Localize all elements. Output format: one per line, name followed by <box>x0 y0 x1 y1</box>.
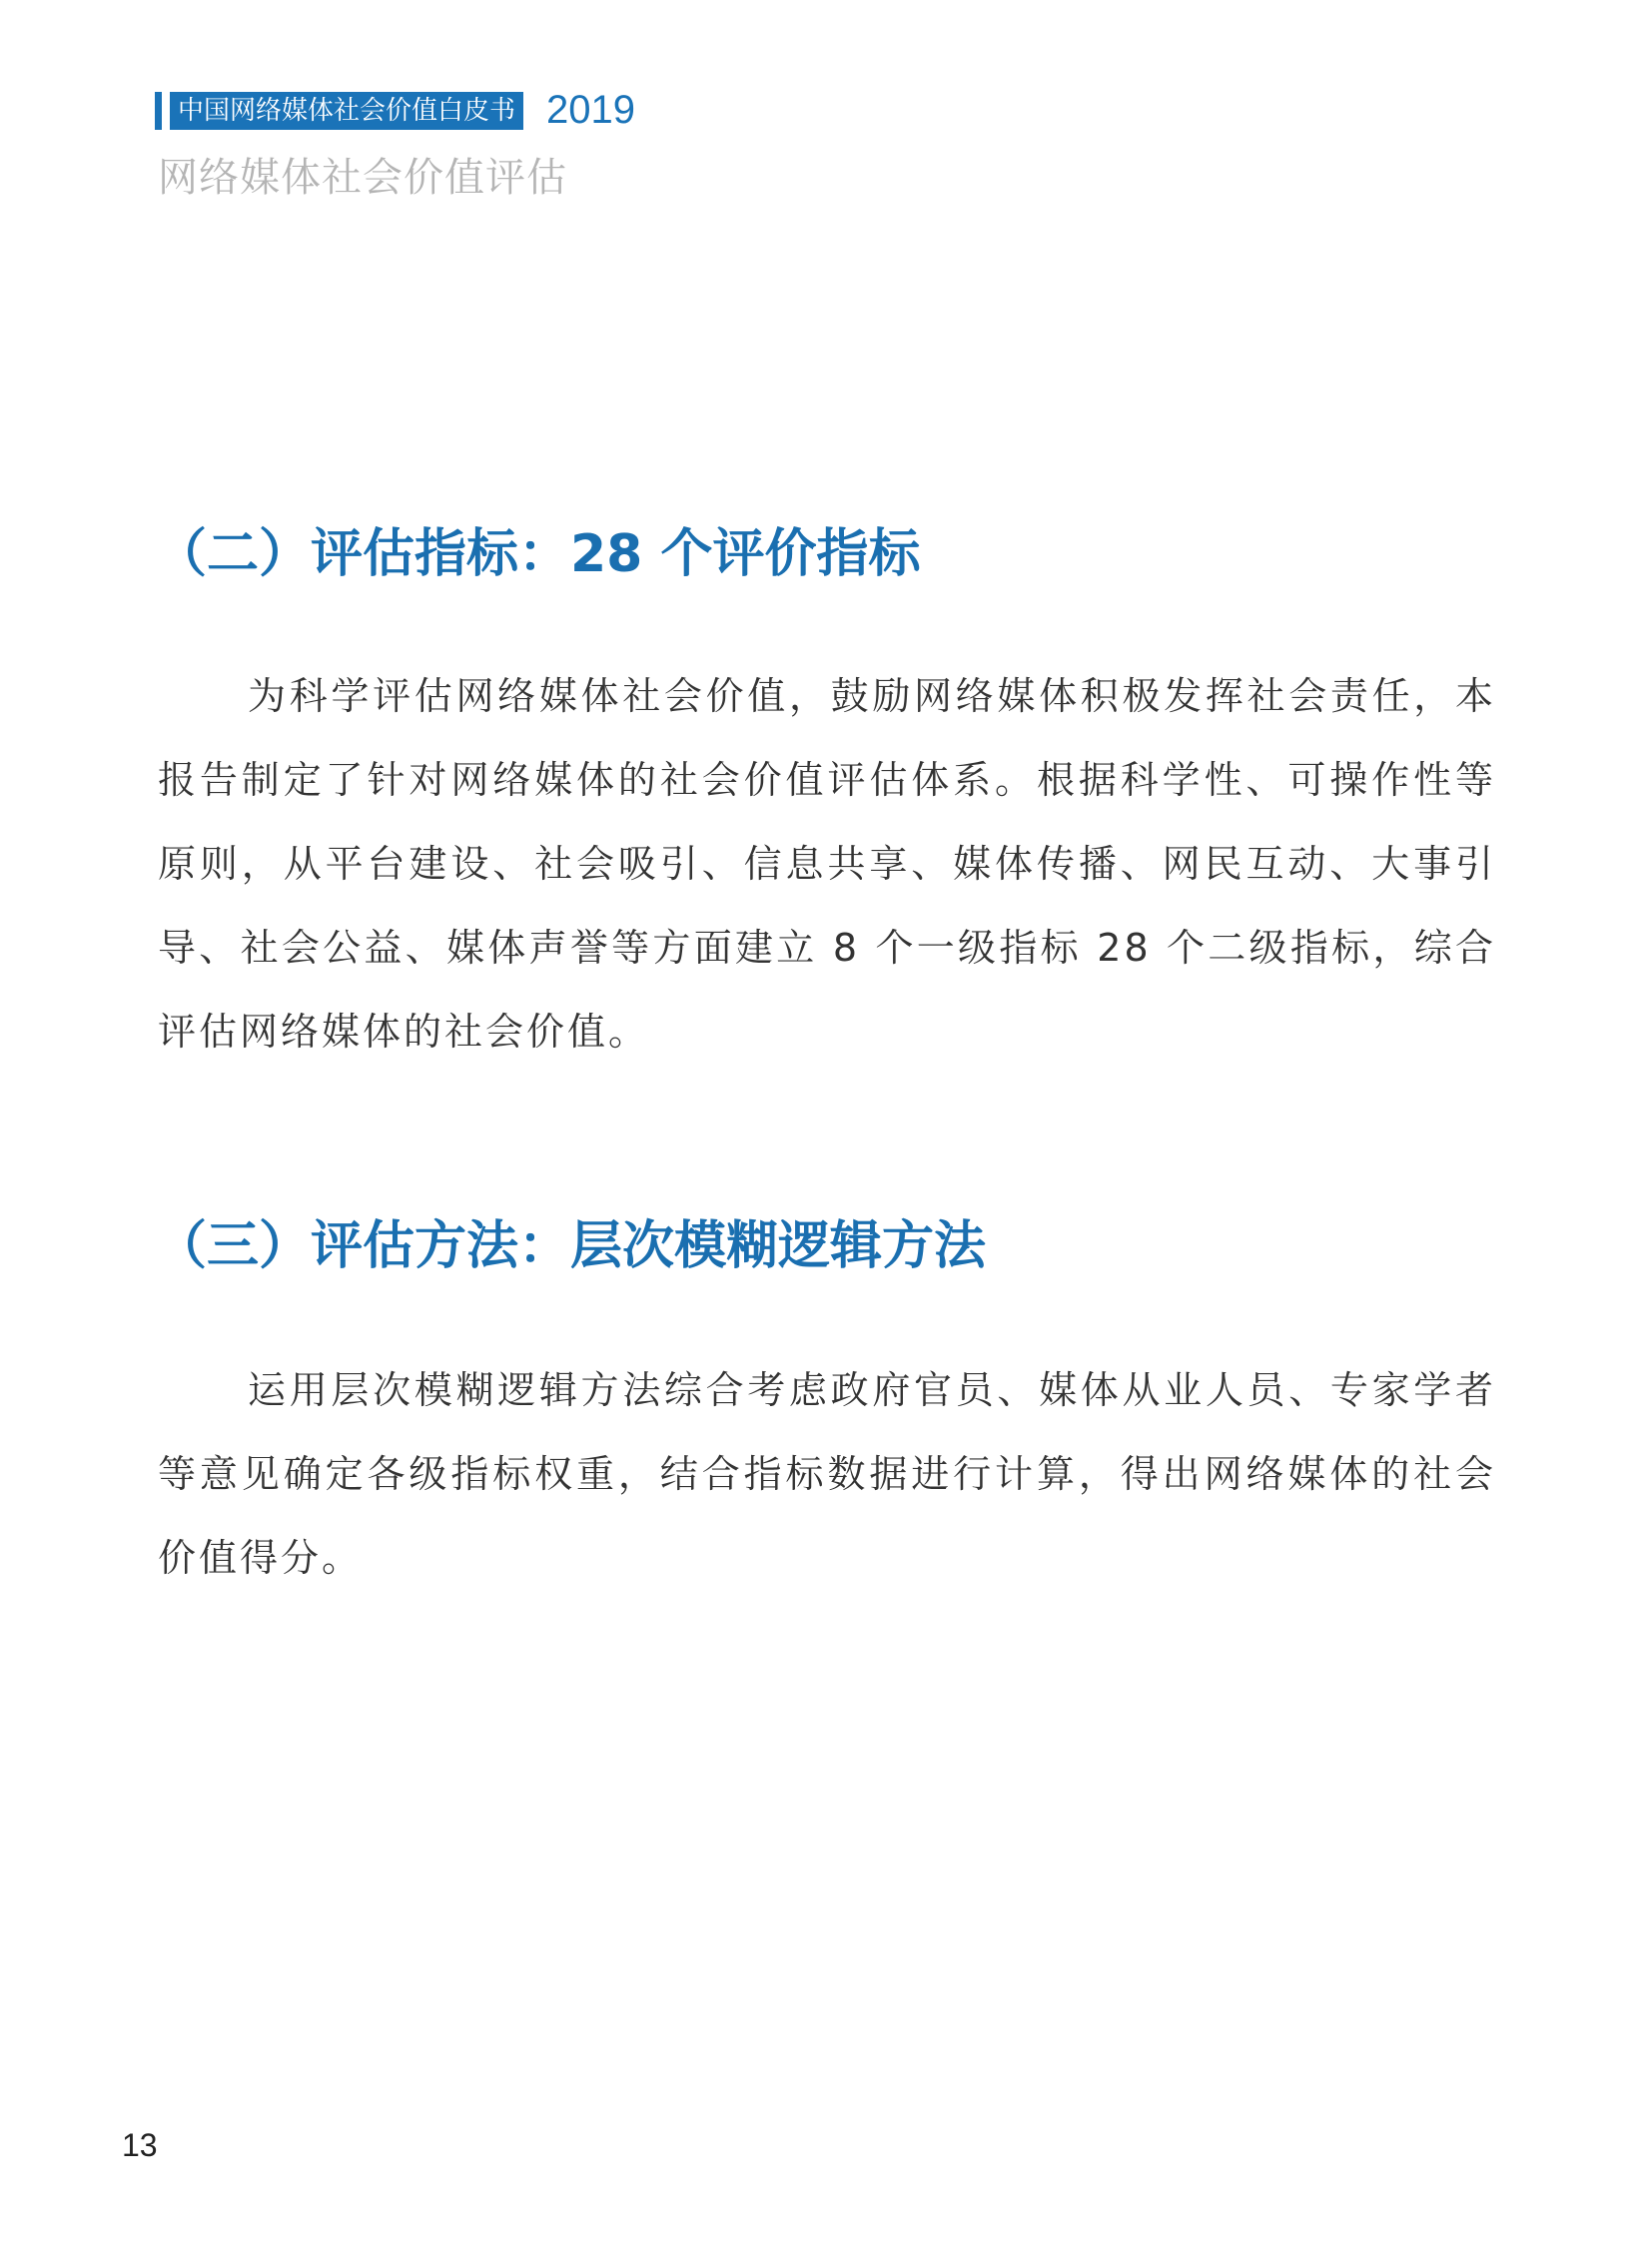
section-heading-indicators: （二）评估指标：28 个评价指标 <box>155 524 921 584</box>
chapter-subtitle: 网络媒体社会价值评估 <box>158 155 567 201</box>
publication-year: 2019 <box>546 88 635 132</box>
section-heading-method: （三）评估方法：层次模糊逻辑方法 <box>155 1216 987 1276</box>
page-number: 13 <box>122 2127 158 2163</box>
publication-title: 中国网络媒体社会价值白皮书 <box>170 92 523 130</box>
section-paragraph-indicators: 为科学评估网络媒体社会价值，鼓励网络媒体积极发挥社会责任，本报告制定了针对网络媒体的社会价值评估体系。根据科学性、可操作性等原则，从平台建设、社会吸引、信息共享、媒体传播、网民互动、大事引导、社会公益、媒体声誉等方面建立 8 个一级指标 28 个二级指标，综合评估网络媒体的社会价值。 <box>158 674 1496 1054</box>
header-accent-bar <box>155 92 162 130</box>
section-paragraph-method: 运用层次模糊逻辑方法综合考虑政府官员、媒体从业人员、专家学者等意见确定各级指标权重，结合指标数据进行计算，得出网络媒体的社会价值得分。 <box>158 1368 1496 1580</box>
